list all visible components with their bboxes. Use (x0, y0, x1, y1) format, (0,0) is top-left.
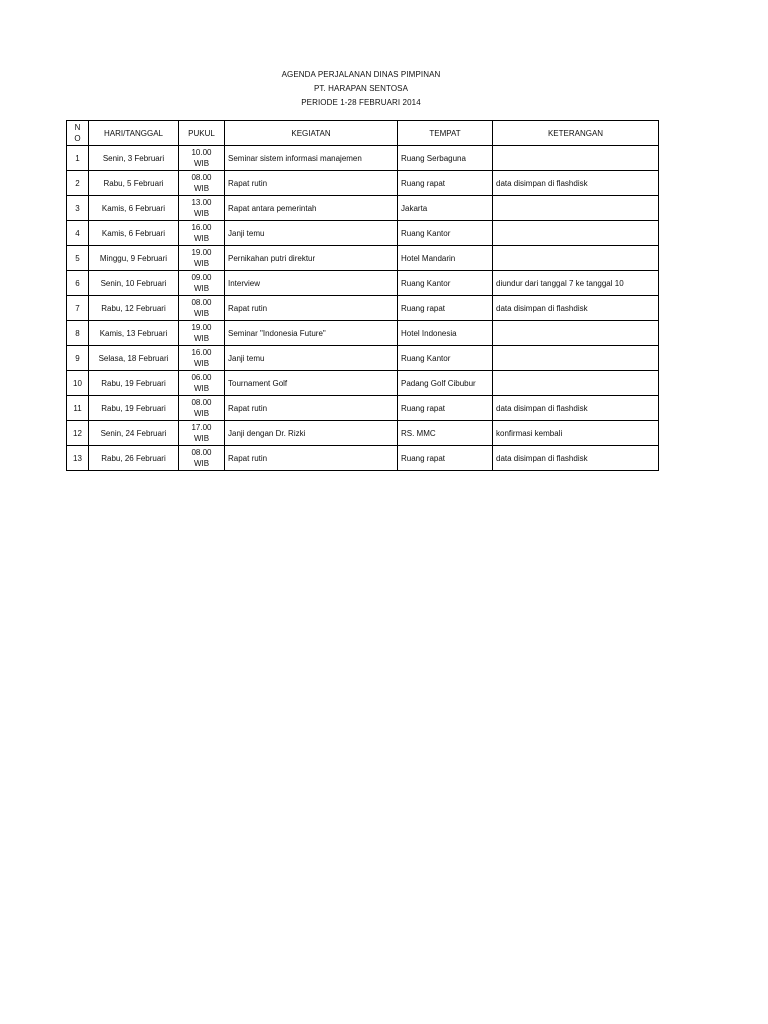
table-row (67, 271, 659, 296)
agenda-table-body (67, 146, 659, 471)
table-row (67, 371, 659, 396)
table-row (67, 171, 659, 196)
cell-time (179, 446, 225, 471)
header-time: PUKUL (179, 121, 225, 146)
cell-time (179, 246, 225, 271)
cell-day-date: Rabu, 19 Februari (89, 396, 179, 421)
cell-time-value: 16.00 (191, 223, 212, 232)
cell-day-date: Rabu, 12 Februari (89, 296, 179, 321)
table-row (67, 346, 659, 371)
cell-notes (493, 221, 659, 246)
cell-activity: Seminar sistem informasi manajemen (225, 146, 398, 171)
header-notes: KETERANGAN (493, 121, 659, 146)
table-header-row (67, 121, 659, 146)
agenda-table (66, 120, 659, 471)
cell-notes (493, 321, 659, 346)
cell-time-zone: WIB (193, 384, 210, 393)
cell-time (179, 396, 225, 421)
table-row (67, 296, 659, 321)
table-row (67, 321, 659, 346)
cell-time (179, 196, 225, 221)
cell-time-value: 19.00 (191, 323, 212, 332)
cell-notes: data disimpan di flashdisk (493, 446, 659, 471)
cell-no: 6 (67, 271, 89, 296)
cell-notes (493, 196, 659, 221)
cell-activity: Rapat rutin (225, 396, 398, 421)
cell-time-zone: WIB (193, 459, 210, 468)
cell-time (179, 346, 225, 371)
cell-time-zone: WIB (193, 284, 210, 293)
cell-time-value: 13.00 (191, 198, 212, 207)
header-place: TEMPAT (398, 121, 493, 146)
table-row (67, 446, 659, 471)
cell-place: Ruang rapat (398, 446, 493, 471)
cell-day-date: Rabu, 19 Februari (89, 371, 179, 396)
cell-no: 3 (67, 196, 89, 221)
cell-day-date: Rabu, 26 Februari (89, 446, 179, 471)
cell-notes: data disimpan di flashdisk (493, 296, 659, 321)
cell-place: Ruang Kantor (398, 271, 493, 296)
cell-place: Ruang Kantor (398, 346, 493, 371)
cell-time-value: 19.00 (191, 248, 212, 257)
cell-day-date: Senin, 10 Februari (89, 271, 179, 296)
cell-time (179, 421, 225, 446)
cell-no: 8 (67, 321, 89, 346)
cell-activity: Rapat rutin (225, 171, 398, 196)
cell-time-zone: WIB (193, 209, 210, 218)
cell-place: Ruang rapat (398, 296, 493, 321)
cell-place: Ruang rapat (398, 171, 493, 196)
cell-notes: data disimpan di flashdisk (493, 396, 659, 421)
cell-place: Ruang rapat (398, 396, 493, 421)
cell-activity: Tournament Golf (225, 371, 398, 396)
table-row (67, 421, 659, 446)
cell-time-value: 17.00 (191, 423, 212, 432)
table-row (67, 396, 659, 421)
cell-notes: konfirmasi kembali (493, 421, 659, 446)
cell-activity: Rapat rutin (225, 446, 398, 471)
cell-activity: Rapat antara pemerintah (225, 196, 398, 221)
cell-no: 7 (67, 296, 89, 321)
cell-day-date: Kamis, 13 Februari (89, 321, 179, 346)
table-row (67, 246, 659, 271)
cell-time-zone: WIB (193, 184, 210, 193)
table-row (67, 146, 659, 171)
cell-place: Padang Golf Cibubur (398, 371, 493, 396)
cell-time (179, 296, 225, 321)
cell-time (179, 146, 225, 171)
cell-day-date: Senin, 3 Februari (89, 146, 179, 171)
title-line-agenda: AGENDA PERJALANAN DINAS PIMPINAN (281, 70, 441, 79)
cell-time-zone: WIB (193, 159, 210, 168)
cell-notes: data disimpan di flashdisk (493, 171, 659, 196)
cell-activity: Janji temu (225, 221, 398, 246)
cell-activity: Janji dengan Dr. Rizki (225, 421, 398, 446)
cell-day-date: Kamis, 6 Februari (89, 196, 179, 221)
cell-time-value: 08.00 (191, 298, 212, 307)
header-activity: KEGIATAN (225, 121, 398, 146)
cell-no: 1 (67, 146, 89, 171)
table-row (67, 196, 659, 221)
cell-place: RS. MMC (398, 421, 493, 446)
document-title (0, 68, 722, 110)
cell-day-date: Kamis, 6 Februari (89, 221, 179, 246)
header-day-date: HARI/TANGGAL (89, 121, 179, 146)
cell-time-zone: WIB (193, 259, 210, 268)
cell-place: Ruang Serbaguna (398, 146, 493, 171)
cell-time-value: 08.00 (191, 398, 212, 407)
cell-time-value: 06.00 (191, 373, 212, 382)
cell-notes (493, 246, 659, 271)
cell-place: Ruang Kantor (398, 221, 493, 246)
cell-time-value: 08.00 (191, 173, 212, 182)
cell-notes (493, 146, 659, 171)
cell-no: 10 (67, 371, 89, 396)
header-no-top: N (74, 123, 81, 132)
cell-day-date: Selasa, 18 Februari (89, 346, 179, 371)
cell-activity: Seminar "Indonesia Future" (225, 321, 398, 346)
cell-time (179, 171, 225, 196)
cell-time-zone: WIB (193, 359, 210, 368)
cell-place: Hotel Mandarin (398, 246, 493, 271)
cell-place: Jakarta (398, 196, 493, 221)
cell-time-zone: WIB (193, 434, 210, 443)
cell-time (179, 321, 225, 346)
cell-time (179, 371, 225, 396)
cell-day-date: Senin, 24 Februari (89, 421, 179, 446)
cell-notes (493, 371, 659, 396)
cell-day-date: Minggu, 9 Februari (89, 246, 179, 271)
cell-activity: Rapat rutin (225, 296, 398, 321)
cell-day-date: Rabu, 5 Februari (89, 171, 179, 196)
cell-no: 13 (67, 446, 89, 471)
cell-time (179, 221, 225, 246)
cell-time-zone: WIB (193, 409, 210, 418)
cell-notes (493, 346, 659, 371)
cell-no: 12 (67, 421, 89, 446)
title-line-company: PT. HARAPAN SENTOSA (313, 84, 409, 93)
cell-time (179, 271, 225, 296)
cell-no: 4 (67, 221, 89, 246)
cell-time-value: 08.00 (191, 448, 212, 457)
cell-no: 9 (67, 346, 89, 371)
cell-notes: diundur dari tanggal 7 ke tanggal 10 (493, 271, 659, 296)
cell-activity: Janji temu (225, 346, 398, 371)
cell-no: 5 (67, 246, 89, 271)
cell-no: 2 (67, 171, 89, 196)
header-no-bottom: O (74, 134, 81, 143)
cell-time-zone: WIB (193, 234, 210, 243)
cell-activity: Pernikahan putri direktur (225, 246, 398, 271)
title-line-period: PERIODE 1-28 FEBRUARI 2014 (301, 98, 421, 107)
cell-time-zone: WIB (193, 309, 210, 318)
cell-time-zone: WIB (193, 334, 210, 343)
header-no (67, 121, 89, 146)
cell-time-value: 09.00 (191, 273, 212, 282)
cell-time-value: 16.00 (191, 348, 212, 357)
cell-time-value: 10.00 (191, 148, 212, 157)
table-row (67, 221, 659, 246)
cell-activity: Interview (225, 271, 398, 296)
cell-no: 11 (67, 396, 89, 421)
cell-place: Hotel Indonesia (398, 321, 493, 346)
